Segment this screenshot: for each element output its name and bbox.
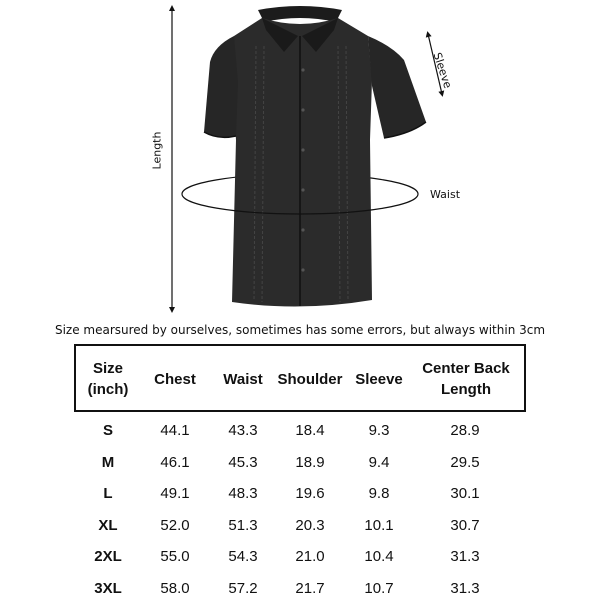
table-cell-length: 31.3	[450, 580, 480, 597]
table-cell-size: 3XL	[94, 580, 122, 597]
header-chest: Chest	[154, 371, 196, 388]
table-cell-length: 31.3	[450, 548, 480, 565]
table-cell-shoulder: 18.9	[295, 454, 325, 471]
header-sleeve: Sleeve	[355, 371, 403, 388]
table-cell-waist: 54.3	[228, 548, 258, 565]
header-waist: Waist	[223, 371, 263, 388]
table-cell-sleeve: 10.1	[364, 517, 394, 534]
table-cell-size: M	[101, 454, 115, 471]
header-size: Size (inch)	[87, 360, 129, 398]
table-cell-sleeve: 9.8	[368, 485, 390, 502]
table-cell-chest: 52.0	[160, 517, 190, 534]
measurement-note: Size mearsured by ourselves, sometimes has some errors, but always within 3cm	[54, 323, 546, 337]
length-label: Length	[150, 131, 164, 170]
table-cell-length: 30.1	[450, 485, 480, 502]
table-cell-waist: 51.3	[228, 517, 258, 534]
header-shoulder: Shoulder	[277, 371, 343, 388]
table-cell-shoulder: 19.6	[295, 485, 325, 502]
table-cell-length: 29.5	[450, 454, 480, 471]
table-cell-sleeve: 9.4	[368, 454, 390, 471]
table-cell-shoulder: 18.4	[295, 422, 325, 439]
table-cell-chest: 58.0	[160, 580, 190, 597]
table-cell-chest: 44.1	[160, 422, 190, 439]
table-cell-size: S	[102, 422, 113, 439]
header-length: Center Back Length	[422, 360, 510, 398]
table-cell-sleeve: 10.7	[364, 580, 394, 597]
table-cell-waist: 57.2	[228, 580, 258, 597]
sleeve-label: Sleeve	[430, 50, 455, 91]
waist-label: Waist	[430, 188, 461, 201]
table-cell-shoulder: 21.0	[295, 548, 325, 565]
table-cell-chest: 55.0	[160, 548, 190, 565]
table-cell-size: L	[103, 485, 113, 502]
table-cell-waist: 48.3	[228, 485, 258, 502]
table-cell-shoulder: 21.7	[295, 580, 325, 597]
table-cell-size: XL	[98, 517, 118, 534]
table-cell-waist: 43.3	[228, 422, 258, 439]
shirt-icon	[204, 6, 426, 307]
table-cell-waist: 45.3	[228, 454, 258, 471]
table-cell-length: 28.9	[450, 422, 480, 439]
table-cell-shoulder: 20.3	[295, 517, 325, 534]
table-cell-sleeve: 9.3	[368, 422, 390, 439]
table-cell-chest: 46.1	[160, 454, 190, 471]
table-cell-sleeve: 10.4	[364, 548, 394, 565]
table-cell-chest: 49.1	[160, 485, 190, 502]
table-cell-length: 30.7	[450, 517, 480, 534]
table-cell-size: 2XL	[94, 548, 122, 565]
